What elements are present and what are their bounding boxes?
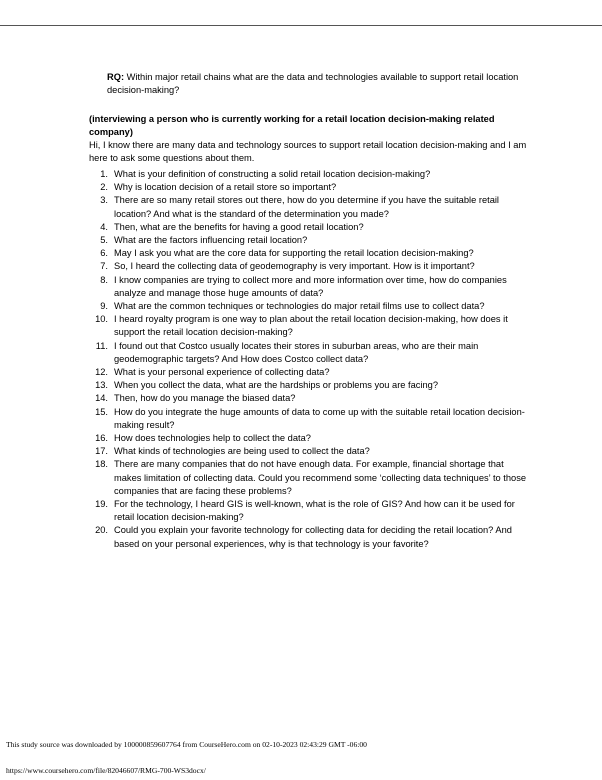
question-text: So, I heard the collecting data of geodemography is very important. How is it important? — [114, 261, 475, 272]
rq-text: Within major retail chains what are the data and technologies available to support retail location decision-making? — [107, 72, 519, 95]
interview-intro: Hi, I know there are many data and technology sources to support retail location decision-making and I am here to ask some questions about them. — [89, 140, 527, 163]
question-number: 20. — [95, 525, 108, 536]
question-item — [89, 313, 529, 339]
question-item — [89, 247, 529, 260]
question-text: What is your definition of constructing a solid retail location decision-making? — [114, 169, 431, 179]
question-text: What are the factors influencing retail location? — [114, 235, 308, 246]
question-text: I found out that Costco usually locates their stores in suburban areas, who are their main geodemographic targets? And How does Costco collect data? — [114, 340, 479, 364]
footer-url: https://www.coursehero.com/file/82046607/RMG-700-WS3docx/ — [6, 766, 206, 775]
question-item — [89, 181, 529, 194]
question-item — [89, 221, 529, 234]
question-number: 9. — [100, 301, 108, 312]
question-number: 7. — [100, 261, 108, 272]
question-item — [89, 274, 529, 300]
question-number: 5. — [100, 235, 108, 246]
question-item — [89, 300, 529, 313]
question-item — [89, 366, 529, 379]
question-number: 17. — [95, 446, 108, 457]
question-number: 18. — [95, 459, 108, 470]
question-text: May I ask you what are the core data for supporting the retail location decision-making? — [114, 248, 474, 259]
question-item — [89, 458, 529, 498]
question-number: 3. — [100, 195, 108, 206]
interview-section — [89, 113, 529, 165]
question-text: Why is location decision of a retail store so important? — [114, 182, 337, 193]
footer-source-notice: This study source was downloaded by 100000859607764 from CourseHero.com on 02-10-2023 02:43:29 GMT -06:00 — [6, 740, 367, 749]
question-number: 13. — [95, 380, 108, 391]
question-text: What kinds of technologies are being used to collect the data? — [114, 446, 370, 457]
question-item — [89, 498, 529, 524]
question-number: 10. — [95, 314, 108, 325]
question-number: 8. — [100, 274, 108, 285]
question-number: 2. — [100, 182, 108, 193]
question-item — [89, 168, 529, 181]
question-text: How do you integrate the huge amounts of data to come up with the suitable retail location decision-making result? — [114, 406, 525, 430]
question-item — [89, 432, 529, 445]
question-text: There are many companies that do not have enough data. For example, financial shortage that makes limitation of collecting data. Could you recommend some ‘collecting data techniques’ to those companies that are facing these problems? — [114, 459, 527, 496]
question-item — [89, 234, 529, 247]
question-item — [89, 445, 529, 458]
question-text: How does technologies help to collect the data? — [114, 433, 311, 444]
question-item — [89, 379, 529, 392]
question-number: 16. — [95, 433, 108, 444]
rq-label: RQ: — [107, 72, 125, 82]
question-text: There are so many retail stores out there, how do you determine if you have the suitable retail location? And what is the standard of the determination you made? — [114, 195, 499, 219]
question-number: 4. — [100, 221, 108, 232]
question-number: 15. — [95, 406, 108, 417]
question-text: When you collect the data, what are the hardships or problems you are facing? — [114, 380, 439, 391]
question-item — [89, 194, 529, 220]
question-text: Could you explain your favorite technology for collecting data for deciding the retail location? And based on your personal experiences, why is that technology is your favorite? — [114, 525, 512, 549]
question-number: 12. — [95, 367, 108, 378]
question-item — [89, 260, 529, 273]
question-text: For the technology, I heard GIS is well-known, what is the role of GIS? And how can it be used for retail location decision-making? — [114, 499, 515, 523]
question-number: 11. — [95, 340, 108, 351]
question-text: I heard royalty program is one way to plan about the retail location decision-making, how does it support the retail location decision-making? — [114, 314, 508, 338]
question-item — [89, 524, 529, 550]
research-question — [107, 71, 527, 97]
question-number: 19. — [95, 499, 108, 510]
interview-heading: (interviewing a person who is currently working for a retail location decision-making related company) — [89, 114, 495, 137]
question-number: 1. — [100, 169, 108, 179]
top-rule — [0, 25, 602, 26]
question-item — [89, 392, 529, 405]
question-text: What are the common techniques or technologies do major retail films use to collect data? — [114, 301, 485, 312]
question-list — [89, 168, 529, 551]
question-text: What is your personal experience of collecting data? — [114, 367, 330, 378]
question-item — [89, 406, 529, 432]
question-text: I know companies are trying to collect more and more information over time, how do companies analyze and manage those huge amounts of data? — [114, 274, 507, 298]
question-number: 14. — [95, 393, 108, 404]
question-item — [89, 340, 529, 366]
question-text: Then, what are the benefits for having a good retail location? — [114, 221, 364, 232]
question-number: 6. — [100, 248, 108, 259]
question-text: Then, how do you manage the biased data? — [114, 393, 296, 404]
